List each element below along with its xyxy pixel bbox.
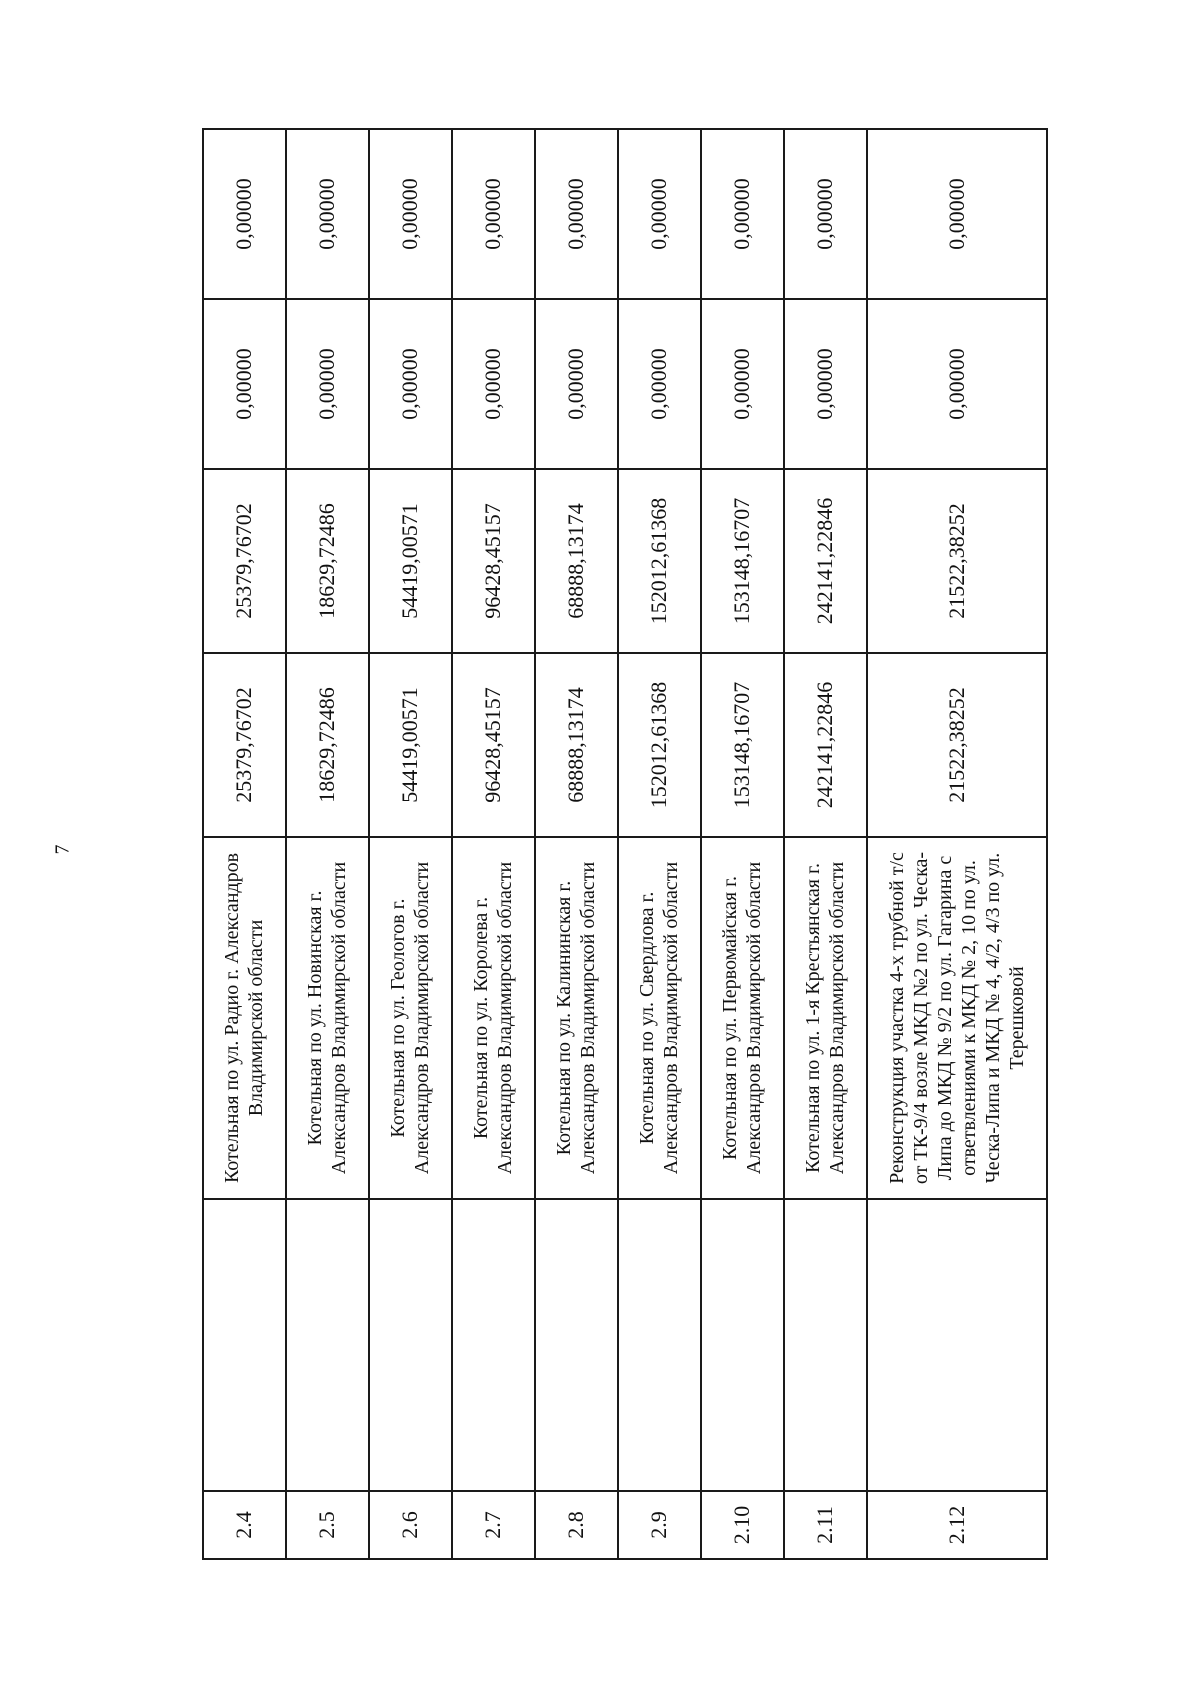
table-row xyxy=(203,129,286,1559)
value-cell-3: 0,00000 xyxy=(701,299,784,469)
value-cell-1: 18629,72486 xyxy=(286,653,369,837)
table-row xyxy=(867,129,1048,1559)
page-number: 7 xyxy=(51,844,74,855)
value-cell-4: 0,00000 xyxy=(867,129,1048,299)
row-description: Котельная по ул. 1-я Крестьянская г. Александров Владимирской области xyxy=(784,837,867,1199)
row-number: 2.8 xyxy=(535,1491,618,1559)
row-number: 2.10 xyxy=(701,1491,784,1559)
value-cell-1: 25379,76702 xyxy=(203,653,286,837)
row-number: 2.11 xyxy=(784,1491,867,1559)
value-cell-4: 0,00000 xyxy=(452,129,535,299)
value-cell-1: 21522,38252 xyxy=(867,653,1048,837)
value-cell-2: 153148,16707 xyxy=(701,469,784,653)
value-cell-1: 54419,00571 xyxy=(369,653,452,837)
value-cell-3: 0,00000 xyxy=(369,299,452,469)
table-row xyxy=(452,129,535,1559)
row-description: Котельная по ул. Новинская г. Александров Владимирской области xyxy=(286,837,369,1199)
row-number: 2.4 xyxy=(203,1491,286,1559)
value-cell-3: 0,00000 xyxy=(286,299,369,469)
value-cell-3: 0,00000 xyxy=(867,299,1048,469)
row-description: Котельная по ул. Свердлова г. Александров Владимирской области xyxy=(618,837,701,1199)
empty-cell xyxy=(203,1199,286,1491)
value-cell-4: 0,00000 xyxy=(701,129,784,299)
rotated-table xyxy=(202,130,1048,1560)
row-description: Реконструкция участка 4-х трубной т/с от ТК-9/4 возле МКД №2 по ул. Ческа-Липа до МКД № 9/2 по ул. Гагарина с ответвлениями к МКД № 2, 10 по ул. Ческа-Липа и МКД № 4, 4/2, 4/3 по ул. Терешковой xyxy=(867,837,1048,1199)
value-cell-4: 0,00000 xyxy=(203,129,286,299)
value-cell-2: 68888,13174 xyxy=(535,469,618,653)
row-description: Котельная по ул. Радио г. Александров Владимирской области xyxy=(203,837,286,1199)
value-cell-4: 0,00000 xyxy=(618,129,701,299)
value-cell-3: 0,00000 xyxy=(535,299,618,469)
table-row xyxy=(369,129,452,1559)
data-table-wrapper xyxy=(202,130,1048,1560)
empty-cell xyxy=(286,1199,369,1491)
row-number: 2.6 xyxy=(369,1491,452,1559)
data-table xyxy=(202,128,1048,1560)
row-description: Котельная по ул. Калининская г. Александров Владимирской области xyxy=(535,837,618,1199)
empty-cell xyxy=(784,1199,867,1491)
value-cell-2: 25379,76702 xyxy=(203,469,286,653)
table-row xyxy=(618,129,701,1559)
row-description: Котельная по ул. Королева г. Александров Владимирской области xyxy=(452,837,535,1199)
empty-cell xyxy=(867,1199,1048,1491)
value-cell-4: 0,00000 xyxy=(286,129,369,299)
row-description: Котельная по ул. Первомайская г. Александров Владимирской области xyxy=(701,837,784,1199)
row-description: Котельная по ул. Геологов г. Александров Владимирской области xyxy=(369,837,452,1199)
value-cell-3: 0,00000 xyxy=(452,299,535,469)
row-number: 2.9 xyxy=(618,1491,701,1559)
empty-cell xyxy=(369,1199,452,1491)
empty-cell xyxy=(535,1199,618,1491)
table-row xyxy=(535,129,618,1559)
value-cell-1: 242141,22846 xyxy=(784,653,867,837)
value-cell-2: 21522,38252 xyxy=(867,469,1048,653)
empty-cell xyxy=(701,1199,784,1491)
value-cell-1: 153148,16707 xyxy=(701,653,784,837)
value-cell-3: 0,00000 xyxy=(618,299,701,469)
value-cell-4: 0,00000 xyxy=(784,129,867,299)
row-number: 2.7 xyxy=(452,1491,535,1559)
table-row xyxy=(701,129,784,1559)
row-number: 2.12 xyxy=(867,1491,1048,1559)
value-cell-4: 0,00000 xyxy=(535,129,618,299)
value-cell-3: 0,00000 xyxy=(784,299,867,469)
value-cell-1: 152012,61368 xyxy=(618,653,701,837)
value-cell-3: 0,00000 xyxy=(203,299,286,469)
table-row xyxy=(286,129,369,1559)
row-number: 2.5 xyxy=(286,1491,369,1559)
value-cell-1: 96428,45157 xyxy=(452,653,535,837)
value-cell-2: 54419,00571 xyxy=(369,469,452,653)
table-row xyxy=(784,129,867,1559)
empty-cell xyxy=(618,1199,701,1491)
value-cell-2: 18629,72486 xyxy=(286,469,369,653)
value-cell-2: 96428,45157 xyxy=(452,469,535,653)
empty-cell xyxy=(452,1199,535,1491)
value-cell-2: 242141,22846 xyxy=(784,469,867,653)
value-cell-1: 68888,13174 xyxy=(535,653,618,837)
value-cell-4: 0,00000 xyxy=(369,129,452,299)
value-cell-2: 152012,61368 xyxy=(618,469,701,653)
